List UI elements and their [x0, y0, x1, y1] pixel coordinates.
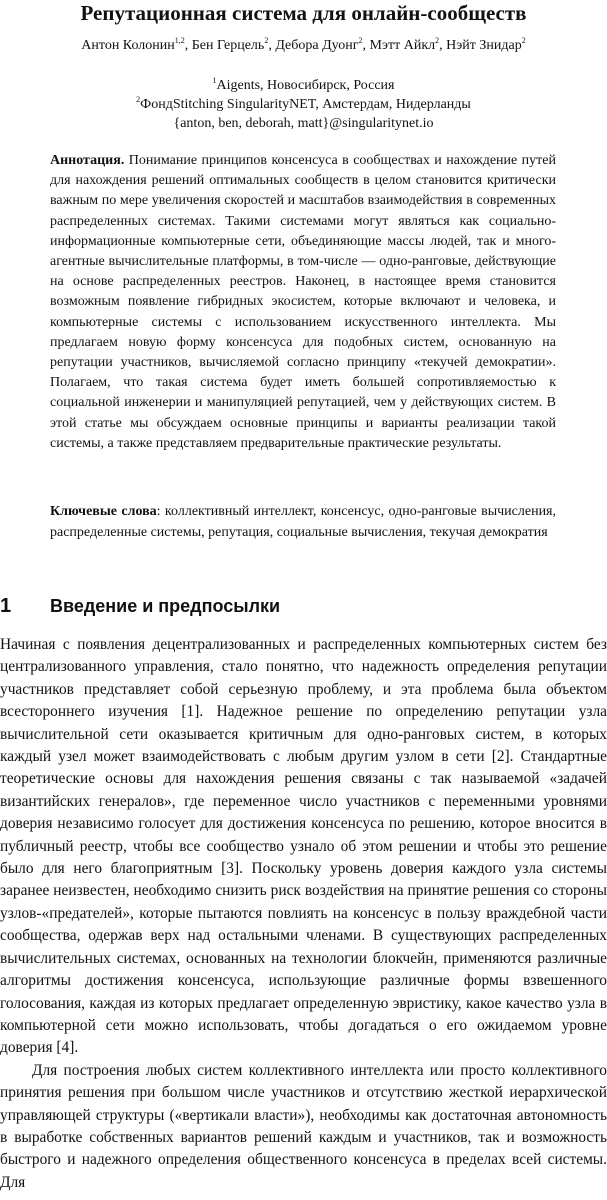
section-title: Введение и предпосылки [50, 596, 281, 616]
section-heading [0, 594, 607, 620]
affiliation-2 [0, 95, 607, 114]
author-affiliation-mark: 2 [521, 36, 526, 45]
abstract-label: Аннотация. [50, 153, 125, 168]
author-name: Дебора Дуонг [275, 38, 359, 53]
section-number: 1 [0, 595, 12, 617]
author-affiliation-mark: 2 [358, 36, 363, 45]
author-list: Антон Колонин$^{1,2}$, Бен Герцель$^2$, Дебора Дуонг$^2$, Мэтт Айкл$^2$, Нэйт Знидар$^2$ [81, 36, 526, 53]
section-body [0, 634, 607, 1194]
author-emails: {anton, ben, deborah, matt}@singularitynet.io [173, 116, 434, 131]
affiliation-text: ФондStitching SingularityNET, Амстердам, Нидерланды [140, 97, 471, 112]
affiliation-1 [0, 76, 607, 95]
paragraph: Начиная с появления децентрализованных и распределенных компьютерных систем без централизованного управления, стало понятно, что надежность определения репутации участников представляет собой серьезную проблему, и эта проблема была объектом всестороннего изучения [1]. Надежное решение по определению репутации узла вычислительной сети оказывается критичным для одно-ранговых систем, в которых каждый узел может взаимодействовать с любым другим узлом в сети [2]. Стандартные теоретические основы для нахождения решения связаны с так называемой «задачей византийских генералов», где переменное число участников с переменными уровнями доверия независимо голосует для достижения консенсуса по решению, которое вносится в публичный реестр, чтобы все сообщество узнало об этом решении и чтобы это решение было для него благоприятным [3]. Поскольку уровень доверия каждого узла системы заранее неизвестен, необходимо снизить риск воздействия на принятие решения со стороны узлов-«предателей», которые пытаются повлиять на консенсус в пользу враждебной части сообщества, одержав верх над остальными членами. В существующих распределенных вычислительных системах, основанных на технологии блокчейн, применяются различные алгоритмы достижения консенсуса, использующие различные формы взвешенного голосования, каждая из которых предлагает определенную эвристику, какое качество узла в компьютерной сети можно использовать, чтобы догадаться о его ожидаемом уровне доверия [4]. [0, 636, 607, 1057]
paper-title: Репутационная система для онлайн-сообществ [80, 1, 527, 25]
keywords-text: : коллективный интеллект, консенсус, одно-ранговые вычисления, распределенные системы, репутация, социальные вычисления, текучая демократия [50, 504, 557, 540]
keywords-label: Ключевые слова [50, 504, 157, 519]
author-name: Мэтт Айкл [369, 38, 436, 53]
affiliation-mark: 1 [212, 76, 217, 85]
author-affiliation-mark: 2 [435, 36, 440, 45]
author-name: Бен Герцель [191, 38, 265, 53]
affiliation-text: Aigents, Новосибирск, Россия [216, 78, 395, 93]
affiliations [0, 76, 607, 133]
author-name: Нэйт Знидар [446, 38, 522, 53]
abstract-text: Понимание принципов консенсуса в сообществах и нахождение путей для нахождения решений оптимальных сообществ в целом становится критически важным по мере увеличения скоростей и масштабов взаимодействия в современных распределенных системах. Такими системами могут являться как социально-информационные компьютерные сети, объединяющие массы людей, так и много-агентные вычислительные платформы, в том-числе — одно-ранговые, действующие на основе распределенных реестров. Наконец, в настоящее время становится возможным появление гибридных экосистем, которые включают и человека, и компьютерные системы с использованием искусственного интеллекта. Мы предлагаем новую форму консенсуса для подобных систем, основанную на репутации участников, вычисляемой согласно принципу «текучей демократии». Полагаем, что такая система будет иметь большей сопротивляемостью к социальной инженерии и манипуляцией репутацией, чем у действующих систем. В этой статье мы обсуждаем основные принципы и варианты реализации такой системы, а также представляем предварительные практические результаты. [50, 153, 556, 451]
author-affiliation-mark: 1,2 [174, 36, 185, 45]
author-affiliation-mark: 2 [264, 36, 269, 45]
abstract [50, 151, 556, 454]
affiliation-mark: 2 [136, 95, 141, 104]
author-name: Антон Колонин [81, 38, 175, 53]
keywords [50, 502, 556, 543]
paragraph: Для построения любых систем коллективного интеллекта или просто коллективного принятия решения при большом числе участников и отсутствию жесткой иерархической управляющей структуры («вертикали власти»), необходимы как достаточная автономность в выработке собственных вариантов решений каждым и участников, так и возможность быстрого и надежного определения общественного консенсуса в пределах всей системы. Для [0, 1061, 607, 1191]
